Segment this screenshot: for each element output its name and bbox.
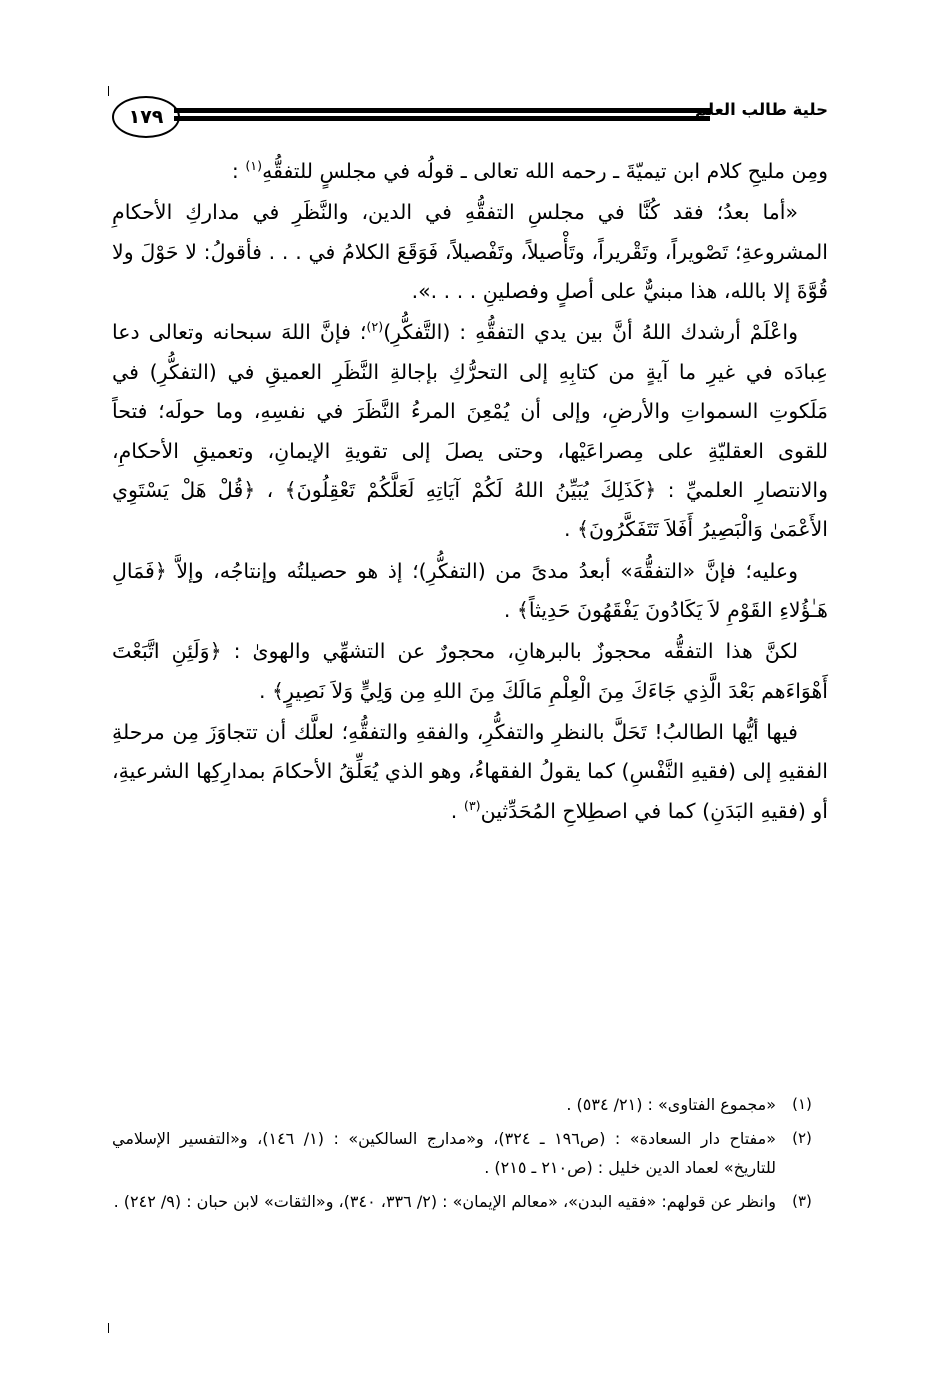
paragraph-2: «أما بعدُ؛ فقد كُنَّا في مجلسِ التفقُّهِ في الدين، والنَّظَرِ في مداركِ الأحكامِ المشروعةِ؛ تَصْويراً، وتَقْريراً، وتَأْصيلاً، وتَفْصيلاً، فَوَقَعَ الكلامُ في . . . فأقولُ: لا حَوْلَ ولا قُوَّةَ إلا بالله، هذا مبنيٌّ على أصلٍ وفصلينِ . . . .». [112, 200, 828, 304]
paragraph-5: لكنَّ هذا التفقُّه محجوزٌ بالبرهانِ، محجورٌ عن التشهِّي والهوىٰ : ﴿وَلَئِنِ اتَّبَعْتَ أَهْوَاءَهم بَعْدَ الَّذِي جَاءَكَ مِنَ الْعِلْمِ مَالَكَ مِنَ اللهِ مِن وَلِيٍّ وَلاَ نَصِيرٍ﴾ . [112, 639, 828, 703]
page-number: ١٧٩ [112, 96, 180, 138]
header-double-rule [174, 108, 710, 121]
footnote-number: (١) [792, 1095, 812, 1113]
footnote-item [112, 1090, 828, 1120]
footnote-number: (٣) [792, 1191, 812, 1210]
page-header [112, 92, 828, 138]
paragraph-1: ومِن مليحِ كلام ابن تيميّةَ ـ رحمه الله تعالى ـ قولُه في مجلسٍ للتفقُّهِ$^{(١)}$ : [231, 158, 828, 183]
footnote-text: «مجموع الفتاوى» : (٢١/ ٥٣٤) . [566, 1095, 776, 1114]
page-edge-mark-top [108, 86, 109, 96]
book-title: حلية طالب العلم [694, 100, 828, 119]
footnote-item [112, 1124, 828, 1183]
body-text [112, 152, 828, 833]
paragraph-4: وعليه؛ فإنَّ «التفقُّهَ» أبعدُ مدىً من (التفكُّرِ)؛ إذ هو حصيلتُه وإنتاجُه، وإلاَّ ﴿فَمَالِ هَـٰؤُلاءِ القَوْمِ لاَ يَكَادُونَ يَفْقَهُونَ حَدِيثاً﴾ . [112, 558, 828, 622]
footnote-number: (٢) [792, 1128, 812, 1147]
footnote-text: وانظر عن قولهم: «فقيه البدن»، «معالم الإيمان» : (٢/ ٣٣٦، ٣٤٠)، و«الثقات» لابن حبان : (٩/ ٢٤٢) . [113, 1191, 776, 1211]
page-edge-mark-bottom [108, 1323, 109, 1333]
paragraph-6: فيها أيُّها الطالبُ! تَحَلَّ بالنظرِ والتفكُّرِ، والفقهِ والتفقُّهِ؛ لعلَّك أن تتجاوَزَ مِن مرحلةِ الفقيهِ إلى (فقيهِ النَّفْسِ) كما يقولُ الفقهاءُ، وهو الذي يُعَلِّقُ الأحكامَ بمدارِكِها الشرعيةِ، أو (فقيهِ البَدَنِ) كما في اصطِلاحِ المُحَدِّثين$^{(٣)}$ . [112, 720, 828, 823]
paragraph-3: واعْلَمْ أرشدك اللهُ أنَّ بين يدي التفقُّهِ : (التَّفكُّرِ)$^{(٢)}$؛ فإنَّ اللهَ سبحانه وتعالى دعا عِبادَه في غيرِ ما آيةٍ من كتابِهِ إلى التحرُّكِ بإجالةِ النَّظَرِ العميقِ في (التفكُّرِ) في مَلَكوتِ السمواتِ والأرضِ، وإلى أن يُمْعِنَ المرءُ النَّظَرَ في نفسِهِ، وما حولَه؛ فتحاً للقوى العقليّةِ على مِصراعَيْها، وحتى يصلَ إلى تقويةِ الإيمانِ، وتعميقِ الأحكامِ، والانتصارِ العلميِّ : ﴿كَذَلِكَ يُبَيِّنُ اللهُ لَكُمْ آيَاتِهِ لَعَلَّكُمْ تَعْقِلُونَ﴾ ، ﴿قُلْ هَلْ يَسْتَوِي الأَعْمَىٰ وَالْبَصِيرُ أَفَلاَ تَتَفَكَّرُونَ﴾ . [112, 319, 828, 542]
footnotes-section [112, 1090, 828, 1220]
footnote-text: «مفتاح دار السعادة» : (ص١٩٦ ـ ٣٢٤)، و«مدارج السالكين» : (١/ ١٤٦)، و«التفسير الإسلامي للتاريخ» لعماد الدين خليل : (ص٢١٠ ـ ٢١٥) . [112, 1128, 776, 1178]
footnote-item [112, 1187, 828, 1217]
